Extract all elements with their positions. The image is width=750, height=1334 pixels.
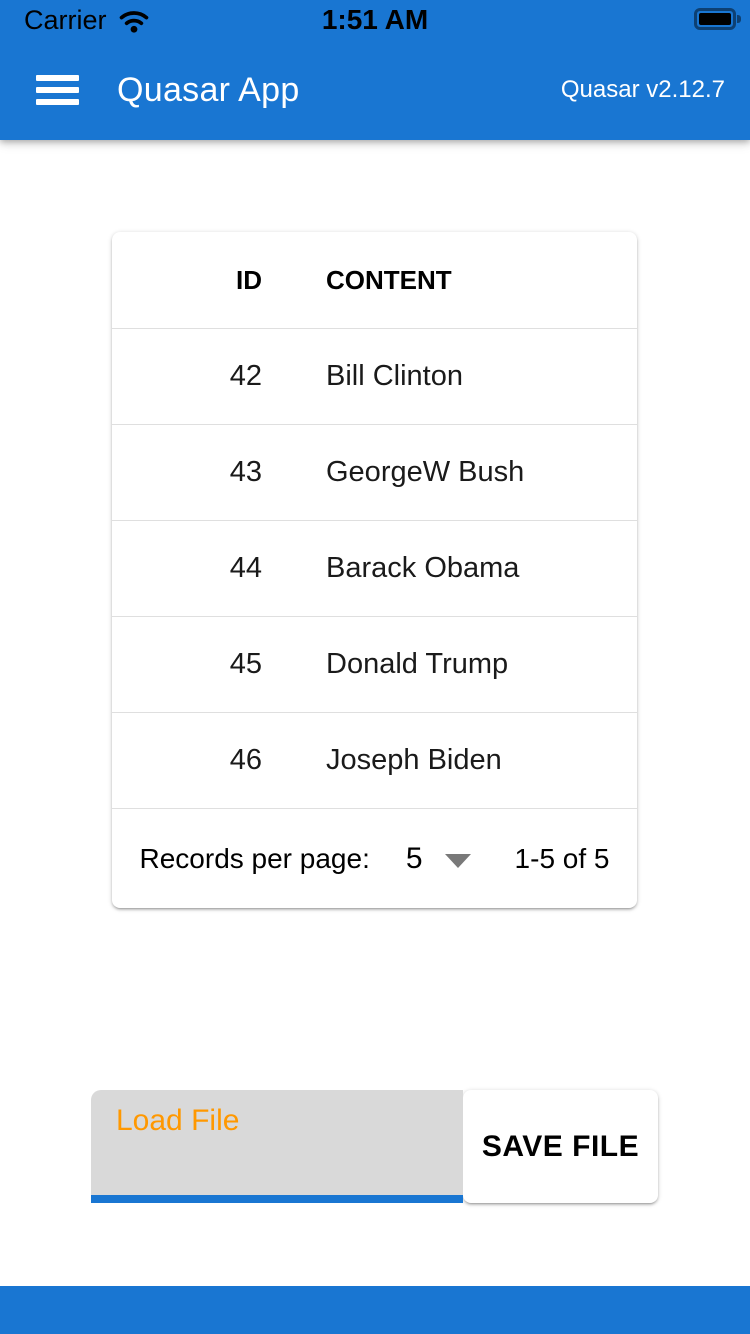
app-header [0, 0, 750, 140]
status-bar [0, 0, 750, 40]
carrier-label: Carrier [24, 4, 107, 35]
table-pagination [112, 808, 637, 908]
load-file-underline [91, 1195, 463, 1203]
row-id: 44 [229, 552, 262, 584]
column-header-content: CONTENT [326, 264, 452, 295]
data-table-card [112, 232, 637, 908]
load-file-input[interactable] [91, 1090, 463, 1203]
table-row[interactable] [112, 520, 637, 616]
row-content: Barack Obama [326, 552, 520, 584]
toolbar [0, 40, 750, 140]
per-page-value: 5 [405, 841, 423, 875]
row-content: Donald Trump [326, 648, 509, 680]
load-file-label: Load File [116, 1104, 240, 1137]
row-id: 42 [229, 360, 262, 392]
row-content: GeorgeW Bush [326, 456, 525, 488]
row-content: Bill Clinton [326, 360, 463, 392]
table-row[interactable] [112, 328, 637, 424]
app-footer [0, 1286, 750, 1334]
table-row[interactable] [112, 712, 637, 808]
row-id: 43 [229, 456, 262, 488]
column-header-id: ID [236, 264, 262, 295]
table-header-row [112, 232, 637, 328]
quasar-version-label: Quasar v2.12.7 [560, 76, 725, 103]
row-id: 46 [229, 744, 262, 776]
battery-fill [699, 13, 731, 25]
menu-icon[interactable] [36, 75, 79, 105]
records-per-page-label: Records per page: [139, 842, 370, 874]
battery-nub [737, 15, 741, 23]
pagination-range-label: 1-5 of 5 [514, 842, 610, 874]
battery-icon [694, 8, 736, 30]
table-row[interactable] [112, 424, 637, 520]
per-page-select[interactable] [406, 842, 471, 876]
file-controls [91, 1090, 658, 1203]
status-time: 1:51 AM [321, 4, 429, 35]
chevron-down-icon [445, 854, 471, 868]
app-title: Quasar App [117, 70, 300, 109]
row-id: 45 [229, 648, 262, 680]
row-content: Joseph Biden [326, 744, 502, 776]
save-file-button[interactable]: SAVE FILE [463, 1090, 658, 1203]
table-row[interactable] [112, 616, 637, 712]
